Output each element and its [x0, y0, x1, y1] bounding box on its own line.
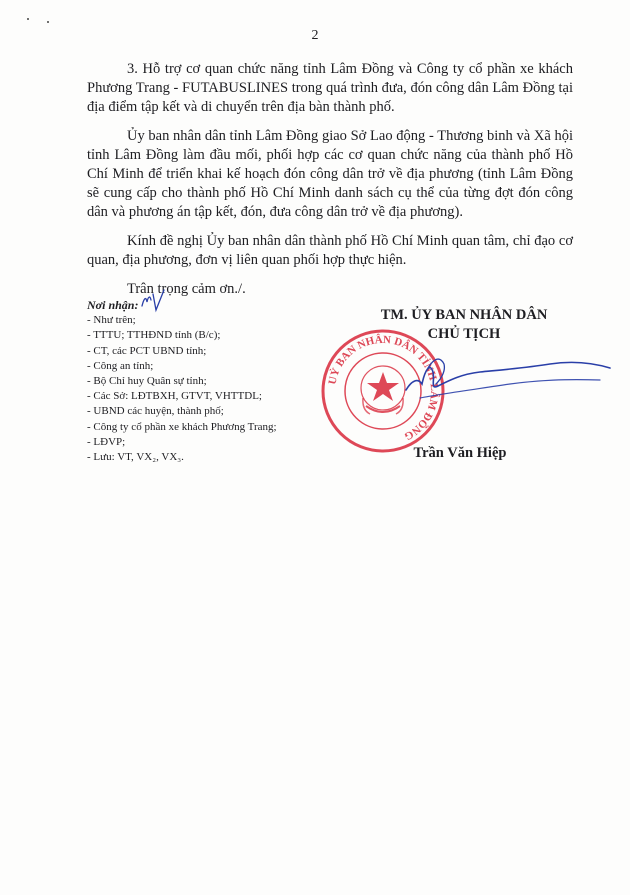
paragraph: Ủy ban nhân dân tỉnh Lâm Đồng giao Sở Lao động - Thương binh và Xã hội tỉnh Lâm Đồng làm đầu mối, phối hợp các cơ quan chức năng của thành phố Hồ Chí Minh để triển khai kế hoạch đón công dân trở về địa phương (tỉnh Lâm Đồng sẽ cung cấp cho thành phố Hồ Chí Minh danh sách cụ thể của từng đợt đón công dân và phương án tập kết, đón, đưa công dân trở về địa phương). [87, 128, 573, 220]
list-item: - UBND các huyện, thành phố; [87, 405, 224, 418]
scan-speck [47, 21, 49, 23]
paragraph: Kính đề nghị Ủy ban nhân dân thành phố Hồ Chí Minh quan tâm, chỉ đạo cơ quan, địa phương, đơn vị liên quan phối hợp thực hiện. [87, 233, 573, 268]
list-item: - Lưu: VT, VX₂, VX₃. [87, 451, 184, 464]
signer-org: TM. ỦY BAN NHÂN DÂN [380, 307, 548, 323]
list-item: - Công ty cổ phần xe khách Phương Trang; [87, 420, 277, 433]
list-item: - Bộ Chỉ huy Quân sự tỉnh; [87, 375, 207, 388]
signer-name: Trần Văn Hiệp [413, 445, 507, 461]
signer-title: CHỦ TỊCH [427, 326, 501, 342]
list-item: - TTTU; TTHĐND tỉnh (B/c); [87, 329, 221, 342]
page-number: 2 [311, 28, 319, 43]
list-item: - LĐVP; [87, 435, 126, 448]
handwritten-signature [400, 350, 615, 410]
paragraph: 3. Hỗ trợ cơ quan chức năng tỉnh Lâm Đồng và Công ty cổ phần xe khách Phương Trang - FUTABUSLINES trong quá trình đưa, đón công dân Lâm Đồng tại địa điểm tập kết và di chuyển trên địa bàn thành phố. [87, 61, 573, 115]
recipients-title: Nơi nhận: [87, 298, 139, 312]
svg-text:UỶ BAN NHÂN DÂN TỈNH LÂM ĐỒNG: UỶ BAN NHÂN DÂN TỈNH LÂM ĐỒNG [326, 333, 441, 443]
document-body [87, 60, 573, 299]
list-item: - Các Sở: LĐTBXH, GTVT, VHTTDL; [87, 390, 262, 403]
list-item: - Công an tỉnh; [87, 359, 154, 372]
handwritten-initials [138, 288, 178, 314]
list-item: - Như trên; [87, 314, 136, 327]
list-item: - CT, các PCT UBND tỉnh; [87, 344, 207, 357]
scan-speck [27, 18, 29, 20]
closing-line: Trân trọng cảm ơn./. [127, 281, 246, 297]
